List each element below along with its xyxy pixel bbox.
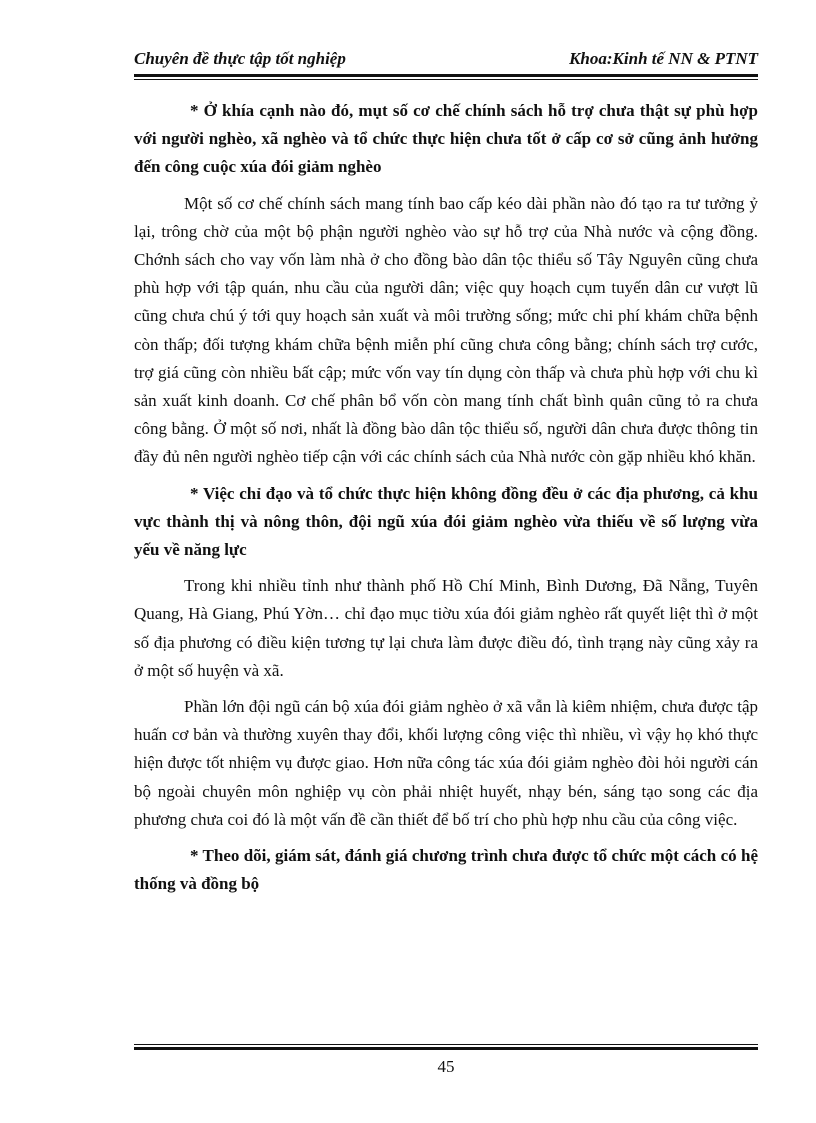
header-faculty: Khoa:Kinh tế NN & PTNT	[569, 49, 758, 68]
footer-divider-thin	[134, 1044, 758, 1045]
body-paragraph: Phần lớn đội ngũ cán bộ xúa đói giảm nghèo ở xã vẫn là kiêm nhiệm, chưa được tập huấn cơ bản và thường xuyên thay đổi, khối lượng công việc thì nhiều, vì vậy họ khó thực hiện được tốt nhiệm vụ được giao. Hơn nữa công tác xúa đói giảm nghèo đòi hỏi người cán bộ ngoài chuyên môn nghiệp vụ còn phải nhiệt huyết, nhạy bén, sáng tạo song các địa phương chưa coi đó là một vấn đề cần thiết để bố trí cho phù hợp nhu cầu của công việc.	[134, 697, 758, 829]
body-paragraph: Trong khi nhiều tỉnh như thành phố Hồ Chí Minh, Bình Dương, Đã Nẵng, Tuyên Quang, Hà Giang, Phú Yờn… chỉ đạo mục tiờu xúa đói giảm nghèo rất quyết liệt thì ở một số địa phương có điều kiện tương tự lại chưa làm được điều đó, tình trạng này cũng xảy ra ở một số huyện và xã.	[134, 576, 758, 680]
body-paragraph: Một số cơ chế chính sách mang tính bao cấp kéo dài phần nào đó tạo ra tư tưởng ỷ lại, trông chờ của một bộ phận người nghèo vào sự hỗ trợ của Nhà nước và cộng đồng. Chớnh sách cho vay vốn làm nhà ở cho đồng bào dân tộc thiểu số Tây Nguyên cũng chưa phù hợp với tập quán, nhu cầu của người dân; việc quy hoạch cụm tuyến dân cư vượt lũ cũng chưa chú ý tới quy hoạch sản xuất và môi trường sống; mức chi phí khám chữa bệnh còn thấp; đối tượng khám chữa bệnh miễn phí cũng chưa công bằng; chính sách trợ cước, trợ giá cũng còn nhiều bất cập; mức vốn vay tín dụng còn thấp và chưa phù hợp với chu kì sản xuất kinh doanh. Cơ chế phân bổ vốn còn mang tính chất bình quân cũng tỏ ra chưa công bằng. Ở một số nơi, nhất là đồng bào dân tộc thiểu số, người dân chưa được thông tin đầy đủ nên người nghèo tiếp cận với các chính sách của Nhà nước còn gặp nhiều khó khăn.	[134, 193, 758, 467]
page-header	[134, 48, 758, 70]
section-heading: * Ở khía cạnh nào đó, mụt số cơ chế chính sách hỗ trợ chưa thật sự phù hợp với người nghèo, xã nghèo và tổ chức thực hiện chưa tốt ở cấp cơ sở cũng ảnh hưởng đến công cuộc xúa đói giảm nghèo	[134, 101, 758, 177]
header-divider	[134, 74, 758, 77]
body-text	[134, 97, 758, 906]
footer-divider	[134, 1047, 758, 1050]
section-heading: * Theo dõi, giám sát, đánh giá chương trình chưa được tổ chức một cách có hệ thống và đồng bộ	[134, 846, 758, 894]
section-heading: * Việc chỉ đạo và tổ chức thực hiện không đồng đều ở các địa phương, cả khu vực thành thị và nông thôn, đội ngũ xúa đói giảm nghèo vừa thiếu về số lượng vừa yếu về năng lực	[134, 483, 758, 560]
page-number: 45	[437, 1057, 455, 1076]
header-document-title: Chuyên đề thực tập tốt nghiệp	[134, 49, 346, 68]
header-divider-thin	[134, 79, 758, 80]
